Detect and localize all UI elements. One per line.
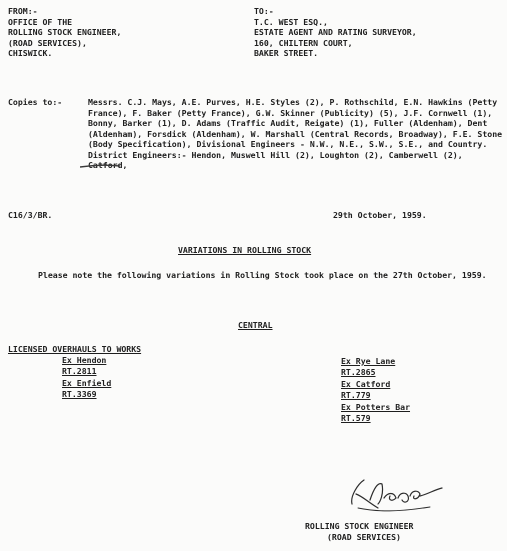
to-label: TO:- xyxy=(254,6,274,16)
from-line: OFFICE OF THE xyxy=(8,16,73,27)
from-label: FROM:- xyxy=(8,6,38,16)
reference-number: C16/3/BR. xyxy=(8,210,53,220)
to-line: BAKER STREET. xyxy=(254,48,319,58)
vehicle-number: RT.779 xyxy=(341,390,371,400)
to-line: T.C. WEST ESQ., xyxy=(254,16,328,27)
signature-title: ROLLING STOCK ENGINEER xyxy=(305,521,414,531)
from-line: (ROAD SERVICES), xyxy=(8,37,87,48)
garage-name: Ex Rye Lane xyxy=(341,356,396,366)
pen-stroke-mark xyxy=(80,164,120,169)
memo-date: 29th October, 1959. xyxy=(333,210,427,220)
subheading: LICENSED OVERHAULS TO WORKS xyxy=(8,344,142,354)
handwritten-signature xyxy=(338,474,448,514)
document-heading: VARIATIONS IN ROLLING STOCK xyxy=(178,245,312,255)
garage-name: Ex Potters Bar xyxy=(341,402,411,412)
copies-label: Copies to:- xyxy=(8,97,63,107)
to-line: 160, CHILTERN COURT, xyxy=(254,37,353,48)
signature-subtitle: (ROAD SERVICES) xyxy=(327,532,401,542)
copies-list: Messrs. C.J. Mays, A.E. Purves, H.E. Styles (2), P. Rothschild, E.N. Hawkins (Petty France), F. Baker (Petty France), G.W. Skinner (Publicity) (5), J.F. Cornwell (1), Bonny, Barker (1), D. Adams (Traffic Audit, Reigate) (1), Fuller (Aldenham), Dent (Aldenham), Forsdick (Aldenham), W. Marshall (Central Records, Broadway), F.E. Stone (Body Specification), Divisional Engineers - N.W., N.E., S.W., S.E., and Country. District Engineers:- Hendon, Muswell Hill (2), Loughton (2), Camberwell (2), Catford, xyxy=(88,97,503,170)
vehicle-number: RT.3369 xyxy=(62,389,97,399)
vehicle-number: RT.579 xyxy=(341,413,371,423)
from-line: CHISWICK. xyxy=(8,48,53,58)
garage-name: Ex Catford xyxy=(341,379,391,389)
section-title: CENTRAL xyxy=(238,320,273,330)
from-line: ROLLING STOCK ENGINEER, xyxy=(8,27,122,37)
garage-name: Ex Enfield xyxy=(62,378,112,388)
vehicle-number: RT.2865 xyxy=(341,367,376,377)
intro-paragraph: Please note the following variations in Rolling Stock took place on the 27th October, 1959. xyxy=(38,270,487,280)
vehicle-number: RT.2811 xyxy=(62,366,97,376)
garage-name: Ex Hendon xyxy=(62,355,107,365)
to-line: ESTATE AGENT AND RATING SURVEYOR, xyxy=(254,27,417,37)
